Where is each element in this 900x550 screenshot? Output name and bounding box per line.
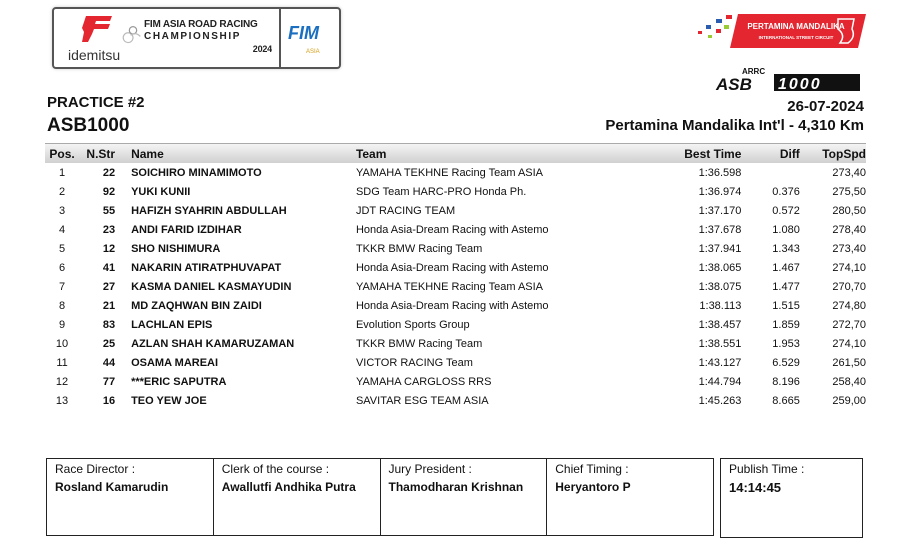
row-rider-name: ANDI FARID IZDIHAR — [131, 223, 242, 236]
arrc-asb1000-logo — [714, 66, 860, 92]
row-team: Honda Asia-Dream Racing with Astemo — [355, 223, 549, 236]
col-name: Name — [131, 146, 164, 161]
row-number: 41 — [102, 261, 116, 274]
row-rider-name: AZLAN SHAH KAMARUZAMAN — [131, 337, 295, 350]
row-top-speed: 261,50 — [832, 356, 866, 369]
row-top-speed: 280,50 — [832, 204, 866, 217]
row-pos: 2 — [58, 185, 66, 198]
row-pos: 4 — [58, 223, 66, 236]
row-diff: 1.477 — [772, 280, 800, 293]
col-team: Team — [355, 146, 387, 161]
row-team: Honda Asia-Dream Racing with Astemo — [355, 299, 549, 312]
row-pos: 9 — [58, 318, 66, 331]
publish-time-label: Publish Time : — [729, 462, 805, 476]
row-number: 92 — [102, 185, 116, 198]
table-header — [45, 143, 866, 163]
row-rider-name: TEO YEW JOE — [131, 394, 207, 407]
row-best-time: 1:43.127 — [698, 356, 742, 369]
row-team: SAVITAR ESG TEAM ASIA — [355, 394, 489, 407]
row-team: VICTOR RACING Team — [355, 356, 473, 369]
publish-time-box — [720, 458, 863, 538]
row-pos: 11 — [56, 356, 68, 369]
row-team: SDG Team HARC-PRO Honda Ph. — [355, 185, 527, 198]
row-diff: 1.467 — [772, 261, 800, 274]
row-best-time: 1:37.941 — [698, 242, 742, 255]
row-rider-name: SOICHIRO MINAMIMOTO — [131, 166, 262, 179]
row-number: 25 — [102, 337, 116, 350]
row-top-speed: 278,40 — [832, 223, 866, 236]
row-diff: 6.529 — [772, 356, 800, 369]
table-row — [45, 163, 866, 182]
publish-time-value: 14:14:45 — [729, 480, 782, 495]
row-pos: 6 — [58, 261, 66, 274]
row-top-speed: 274,10 — [832, 261, 866, 274]
championship-logo-box — [52, 7, 341, 69]
row-top-speed: 270,70 — [832, 280, 866, 293]
row-pos: 10 — [55, 337, 69, 350]
row-best-time: 1:44.794 — [698, 375, 742, 388]
row-rider-name: KASMA DANIEL KASMAYUDIN — [131, 280, 292, 293]
clerk-label: Clerk of the course : — [221, 462, 330, 476]
row-best-time: 1:37.678 — [698, 223, 742, 236]
row-rider-name: SHO NISHIMURA — [131, 242, 221, 255]
race-director-name: Rosland Kamarudin — [55, 480, 169, 494]
table-row — [45, 277, 866, 296]
race-director-box — [46, 458, 214, 536]
col-diff: Diff — [779, 146, 800, 161]
row-number: 77 — [102, 375, 116, 388]
svg-text:PERTAMINA MANDALIKA: PERTAMINA MANDALIKA — [747, 22, 845, 31]
svg-text:ASB: ASB — [716, 75, 752, 92]
row-team: YAMAHA TEKHNE Racing Team ASIA — [355, 280, 544, 293]
row-best-time: 1:38.113 — [699, 299, 742, 312]
fim-logo: FIM — [288, 23, 319, 43]
row-top-speed: 258,40 — [832, 375, 866, 388]
row-pos: 3 — [58, 204, 66, 217]
row-number: 55 — [102, 204, 116, 217]
row-pos: 13 — [55, 394, 69, 407]
fim-asia-logo-text: ASIA — [306, 49, 320, 55]
row-top-speed: 274,80 — [832, 299, 866, 312]
row-pos: 1 — [58, 166, 66, 179]
table-row — [45, 258, 866, 277]
row-top-speed: 259,00 — [832, 394, 866, 407]
pertamina-mandalika-logo — [698, 11, 866, 48]
row-diff: 1.080 — [772, 223, 800, 236]
row-number: 23 — [102, 223, 116, 236]
row-rider-name: LACHLAN EPIS — [131, 318, 213, 331]
table-row — [45, 296, 866, 315]
row-pos: 12 — [55, 375, 69, 388]
svg-text:INTERNATIONAL STREET CIRCUIT: INTERNATIONAL STREET CIRCUIT — [758, 35, 834, 40]
table-row — [45, 391, 866, 410]
row-team: Honda Asia-Dream Racing with Astemo — [355, 261, 549, 274]
row-diff: 1.953 — [772, 337, 800, 350]
championship-title: FIM ASIA ROAD RACING CHAMPIONSHIP 2024 — [144, 19, 272, 54]
chief-timing-label: Chief Timing : — [555, 462, 629, 476]
row-diff: 8.196 — [772, 375, 800, 388]
circuit-info: Pertamina Mandalika Int'l - 4,310 Km — [605, 117, 864, 134]
row-number: 12 — [102, 242, 116, 255]
row-top-speed: 274,10 — [832, 337, 866, 350]
row-pos: 8 — [58, 299, 66, 312]
row-best-time: 1:36.598 — [698, 166, 742, 179]
table-row — [45, 353, 866, 372]
row-diff: 0.376 — [772, 185, 800, 198]
row-rider-name: ***ERIC SAPUTRA — [131, 375, 227, 388]
row-best-time: 1:45.263 — [698, 394, 742, 407]
row-rider-name: OSAMA MAREAI — [131, 356, 219, 369]
row-top-speed: 272,70 — [832, 318, 866, 331]
motorcycle-rider-icon — [122, 23, 144, 45]
chief-timing-box — [547, 458, 714, 536]
table-row — [45, 372, 866, 391]
col-number: N.Str — [86, 146, 116, 161]
table-row — [45, 220, 866, 239]
session-date: 26-07-2024 — [787, 98, 864, 115]
row-pos: 7 — [58, 280, 66, 293]
row-top-speed: 273,40 — [832, 242, 866, 255]
row-pos: 5 — [58, 242, 66, 255]
row-diff: 8.665 — [772, 394, 800, 407]
idemitsu-logo-text: idemitsu — [68, 47, 121, 63]
row-number: 22 — [102, 166, 116, 179]
row-number: 16 — [102, 394, 116, 407]
row-best-time: 1:38.065 — [698, 261, 742, 274]
race-director-label: Race Director : — [55, 462, 136, 476]
row-diff: 1.515 — [772, 299, 800, 312]
table-row — [45, 239, 866, 258]
officials-box — [46, 458, 714, 536]
row-number: 27 — [102, 280, 116, 293]
table-row — [45, 334, 866, 353]
row-team: Evolution Sports Group — [355, 318, 470, 331]
row-best-time: 1:38.457 — [698, 318, 742, 331]
class-title: ASB1000 — [47, 115, 130, 136]
row-number: 21 — [102, 299, 116, 312]
row-diff: 1.859 — [772, 318, 800, 331]
idemitsu-logo-icon — [80, 14, 114, 44]
row-team: JDT RACING TEAM — [355, 204, 456, 217]
table-row — [45, 315, 866, 334]
row-diff: 1.343 — [772, 242, 800, 255]
row-rider-name: MD ZAQHWAN BIN ZAIDI — [131, 299, 262, 312]
row-team: TKKR BMW Racing Team — [355, 242, 483, 255]
col-best-time: Best Time — [684, 146, 742, 161]
svg-text:ARRC: ARRC — [742, 67, 766, 76]
col-pos: Pos. — [49, 146, 75, 161]
row-best-time: 1:38.075 — [698, 280, 742, 293]
row-best-time: 1:37.170 — [698, 204, 742, 217]
row-top-speed: 273,40 — [832, 166, 866, 179]
results-table — [45, 143, 866, 410]
row-top-speed: 275,50 — [832, 185, 866, 198]
table-row — [45, 182, 866, 201]
svg-text:1000: 1000 — [778, 76, 822, 92]
session-title: PRACTICE #2 — [47, 94, 145, 111]
row-number: 83 — [102, 318, 116, 331]
row-rider-name: YUKI KUNII — [131, 185, 191, 198]
col-top-speed: TopSpd — [822, 146, 866, 161]
row-diff: 0.572 — [772, 204, 800, 217]
row-best-time: 1:38.551 — [698, 337, 742, 350]
table-body — [45, 163, 866, 410]
clerk-box — [214, 458, 381, 536]
clerk-name: Awallutfi Andhika Putra — [221, 480, 356, 494]
table-row — [45, 201, 866, 220]
logo-divider — [279, 9, 281, 67]
jury-name: Thamodharan Krishnan — [388, 480, 524, 494]
row-team: YAMAHA CARGLOSS RRS — [355, 375, 492, 388]
row-rider-name: NAKARIN ATIRATPHUVAPAT — [131, 261, 282, 274]
row-team: YAMAHA TEKHNE Racing Team ASIA — [355, 166, 544, 179]
jury-label: Jury President : — [388, 462, 472, 476]
row-best-time: 1:36.974 — [698, 185, 742, 198]
row-number: 44 — [102, 356, 116, 369]
row-rider-name: HAFIZH SYAHRIN ABDULLAH — [131, 204, 287, 217]
row-team: TKKR BMW Racing Team — [355, 337, 483, 350]
chief-timing-name: Heryantoro P — [555, 480, 631, 494]
jury-box — [381, 458, 548, 536]
